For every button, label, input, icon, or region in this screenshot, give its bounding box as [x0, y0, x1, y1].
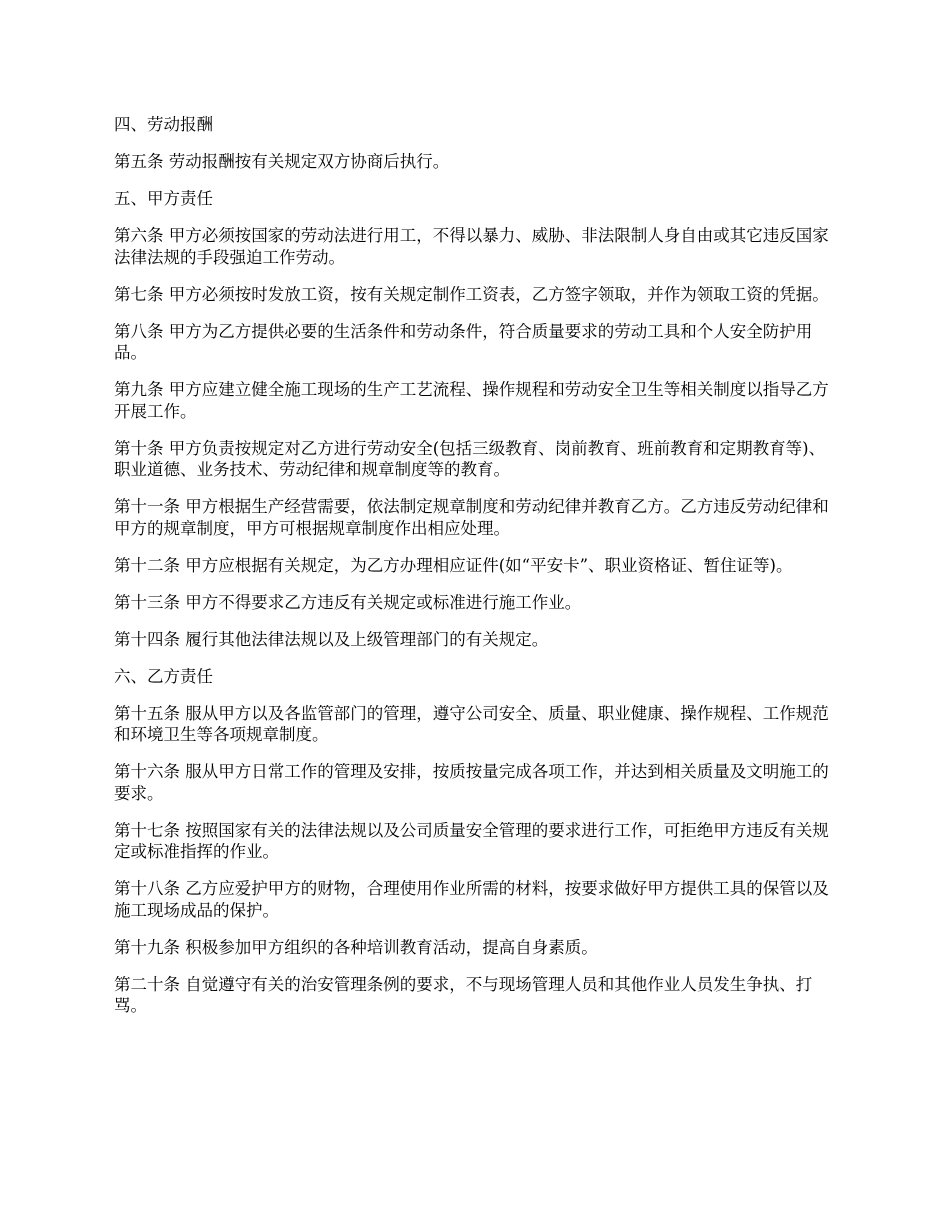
article-14: 第十四条 履行其他法律法规以及上级管理部门的有关规定。 [114, 629, 549, 649]
article-7: 第七条 甲方必须按时发放工资，按有关规定制作工资表，乙方签字领取，并作为领取工资的凭据。 [114, 284, 829, 304]
article-13: 第十三条 甲方不得要求乙方违反有关规定或标准进行施工作业。 [114, 592, 582, 612]
section-heading-party-b-duties: 六、乙方责任 [114, 666, 213, 686]
article-9: 第九条 甲方应建立健全施工现场的生产工艺流程、操作规程和劳动安全卫生等相关制度以指导乙方开展工作。 [114, 380, 829, 421]
section-heading-labor-remuneration: 四、劳动报酬 [114, 115, 213, 134]
article-8: 第八条 甲方为乙方提供必要的生活条件和劳动条件，符合质量要求的劳动工具和个人安全防护用品。 [114, 321, 813, 362]
article-19: 第十九条 积极参加甲方组织的各种培训教育活动，提高自身素质。 [114, 937, 598, 957]
article-20: 第二十条 自觉遵守有关的治安管理条例的要求，不与现场管理人员和其他作业人员发生争执、打骂。 [114, 974, 813, 1015]
article-16: 第十六条 服从甲方日常工作的管理及安排，按质按量完成各项工作，并达到相关质量及文明施工的要求。 [114, 762, 829, 803]
article-12: 第十二条 甲方应根据有关规定，为乙方办理相应证件(如“平安卡”、职业资格证、暂住证等)。 [114, 555, 793, 575]
article-18: 第十八条 乙方应爱护甲方的财物，合理使用作业所需的材料，按要求做好甲方提供工具的保管以及施工现场成品的保护。 [114, 879, 829, 920]
document-page [114, 114, 838, 1032]
article-5: 第五条 劳动报酬按有关规定双方协商后执行。 [114, 152, 450, 171]
section-heading-party-a-duties: 五、甲方责任 [114, 189, 213, 208]
article-6: 第六条 甲方必须按国家的劳动法进行用工，不得以暴力、威胁、非法限制人身自由或其它违反国家法律法规的手段强迫工作劳动。 [114, 226, 829, 267]
article-10: 第十条 甲方负责按规定对乙方进行劳动安全(包括三级教育、岗前教育、班前教育和定期教育等)、职业道德、业务技术、劳动纪律和规章制度等的教育。 [114, 438, 826, 479]
article-15: 第十五条 服从甲方以及各监管部门的管理，遵守公司安全、质量、职业健康、操作规程、工作规范和环境卫生等各项规章制度。 [114, 703, 829, 744]
article-11: 第十一条 甲方根据生产经营需要，依法制定规章制度和劳动纪律并教育乙方。乙方违反劳动纪律和甲方的规章制度，甲方可根据规章制度作出相应处理。 [114, 497, 829, 538]
article-17: 第十七条 按照国家有关的法律法规以及公司质量安全管理的要求进行工作，可拒绝甲方违反有关规定或标准指挥的作业。 [114, 820, 829, 861]
